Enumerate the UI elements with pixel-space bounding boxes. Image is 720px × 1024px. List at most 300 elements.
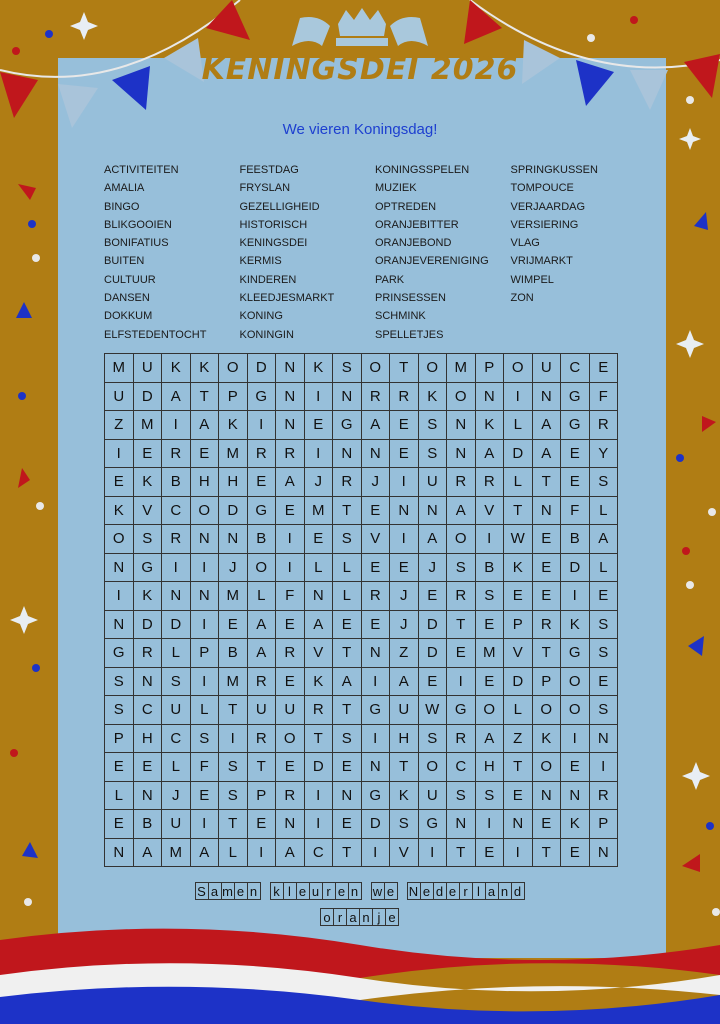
grid-cell[interactable]: T bbox=[447, 611, 476, 640]
grid-cell[interactable]: A bbox=[476, 440, 505, 469]
grid-cell[interactable]: I bbox=[590, 753, 619, 782]
grid-cell[interactable]: I bbox=[191, 554, 220, 583]
grid-cell[interactable]: T bbox=[333, 696, 362, 725]
grid-cell[interactable]: N bbox=[533, 782, 562, 811]
grid-cell[interactable]: K bbox=[419, 383, 448, 412]
grid-cell[interactable]: R bbox=[248, 440, 277, 469]
grid-cell[interactable]: L bbox=[248, 582, 277, 611]
grid-cell[interactable]: V bbox=[305, 639, 334, 668]
grid-cell[interactable]: R bbox=[390, 383, 419, 412]
grid-cell[interactable]: H bbox=[390, 725, 419, 754]
grid-cell[interactable]: A bbox=[276, 468, 305, 497]
grid-cell[interactable]: K bbox=[219, 411, 248, 440]
grid-cell[interactable]: I bbox=[362, 668, 391, 697]
grid-cell[interactable]: J bbox=[162, 782, 191, 811]
grid-cell[interactable]: E bbox=[219, 611, 248, 640]
solution-letter-box[interactable]: n bbox=[348, 882, 362, 900]
solution-letter-box[interactable]: e bbox=[384, 882, 398, 900]
grid-cell[interactable]: D bbox=[248, 354, 277, 383]
grid-cell[interactable]: E bbox=[105, 753, 134, 782]
grid-cell[interactable]: G bbox=[333, 411, 362, 440]
grid-cell[interactable]: G bbox=[561, 639, 590, 668]
grid-cell[interactable]: I bbox=[105, 440, 134, 469]
grid-cell[interactable]: E bbox=[590, 354, 619, 383]
grid-cell[interactable]: M bbox=[219, 582, 248, 611]
grid-cell[interactable]: I bbox=[561, 582, 590, 611]
grid-cell[interactable]: A bbox=[419, 525, 448, 554]
grid-cell[interactable]: E bbox=[276, 611, 305, 640]
grid-cell[interactable]: E bbox=[248, 810, 277, 839]
grid-cell[interactable]: V bbox=[476, 497, 505, 526]
grid-cell[interactable]: T bbox=[333, 639, 362, 668]
grid-cell[interactable]: E bbox=[476, 839, 505, 868]
grid-cell[interactable]: N bbox=[191, 582, 220, 611]
grid-cell[interactable]: A bbox=[333, 668, 362, 697]
solution-letter-box[interactable]: a bbox=[485, 882, 499, 900]
grid-cell[interactable]: T bbox=[533, 468, 562, 497]
grid-cell[interactable]: K bbox=[561, 810, 590, 839]
grid-cell[interactable]: T bbox=[219, 810, 248, 839]
grid-cell[interactable]: V bbox=[504, 639, 533, 668]
grid-cell[interactable]: N bbox=[362, 440, 391, 469]
grid-cell[interactable]: S bbox=[162, 668, 191, 697]
grid-cell[interactable]: I bbox=[390, 468, 419, 497]
grid-cell[interactable]: U bbox=[134, 354, 163, 383]
grid-cell[interactable]: E bbox=[276, 668, 305, 697]
grid-cell[interactable]: N bbox=[333, 440, 362, 469]
grid-cell[interactable]: T bbox=[305, 725, 334, 754]
grid-cell[interactable]: C bbox=[447, 753, 476, 782]
grid-cell[interactable]: L bbox=[590, 554, 619, 583]
grid-cell[interactable]: S bbox=[191, 725, 220, 754]
grid-cell[interactable]: E bbox=[276, 497, 305, 526]
grid-cell[interactable]: O bbox=[533, 696, 562, 725]
solution-letter-box[interactable]: r bbox=[459, 882, 473, 900]
grid-cell[interactable]: I bbox=[219, 725, 248, 754]
grid-cell[interactable]: T bbox=[533, 839, 562, 868]
grid-cell[interactable]: N bbox=[362, 639, 391, 668]
grid-cell[interactable]: K bbox=[162, 354, 191, 383]
grid-cell[interactable]: H bbox=[219, 468, 248, 497]
solution-letter-box[interactable]: o bbox=[320, 908, 334, 926]
grid-cell[interactable]: S bbox=[333, 354, 362, 383]
grid-cell[interactable]: O bbox=[561, 668, 590, 697]
grid-cell[interactable]: R bbox=[447, 725, 476, 754]
grid-cell[interactable]: T bbox=[390, 354, 419, 383]
grid-cell[interactable]: O bbox=[447, 525, 476, 554]
grid-cell[interactable]: P bbox=[219, 383, 248, 412]
solution-letter-box[interactable]: e bbox=[234, 882, 248, 900]
grid-cell[interactable]: E bbox=[561, 468, 590, 497]
grid-cell[interactable]: R bbox=[248, 725, 277, 754]
solution-letter-box[interactable]: r bbox=[333, 908, 347, 926]
grid-cell[interactable]: A bbox=[191, 411, 220, 440]
grid-cell[interactable]: T bbox=[248, 753, 277, 782]
grid-cell[interactable]: C bbox=[134, 696, 163, 725]
grid-cell[interactable]: S bbox=[333, 725, 362, 754]
grid-cell[interactable]: U bbox=[533, 354, 562, 383]
grid-cell[interactable]: R bbox=[333, 468, 362, 497]
grid-cell[interactable]: E bbox=[533, 582, 562, 611]
grid-cell[interactable]: O bbox=[219, 354, 248, 383]
grid-cell[interactable]: N bbox=[533, 383, 562, 412]
grid-cell[interactable]: B bbox=[219, 639, 248, 668]
grid-cell[interactable]: I bbox=[191, 810, 220, 839]
grid-cell[interactable]: N bbox=[219, 525, 248, 554]
grid-cell[interactable]: O bbox=[447, 383, 476, 412]
grid-cell[interactable]: D bbox=[504, 668, 533, 697]
grid-cell[interactable]: E bbox=[533, 554, 562, 583]
grid-cell[interactable]: E bbox=[105, 468, 134, 497]
grid-cell[interactable]: G bbox=[248, 383, 277, 412]
grid-cell[interactable]: L bbox=[105, 782, 134, 811]
grid-cell[interactable]: N bbox=[447, 411, 476, 440]
grid-cell[interactable]: E bbox=[305, 525, 334, 554]
grid-cell[interactable]: I bbox=[504, 383, 533, 412]
grid-cell[interactable]: R bbox=[305, 696, 334, 725]
grid-cell[interactable]: R bbox=[476, 468, 505, 497]
grid-cell[interactable]: G bbox=[105, 639, 134, 668]
grid-cell[interactable]: A bbox=[191, 839, 220, 868]
grid-cell[interactable]: S bbox=[590, 468, 619, 497]
solution-letter-box[interactable]: d bbox=[433, 882, 447, 900]
grid-cell[interactable]: S bbox=[105, 696, 134, 725]
grid-cell[interactable]: A bbox=[305, 611, 334, 640]
solution-letter-box[interactable]: n bbox=[247, 882, 261, 900]
grid-cell[interactable]: S bbox=[590, 696, 619, 725]
grid-cell[interactable]: E bbox=[476, 611, 505, 640]
grid-cell[interactable]: D bbox=[362, 810, 391, 839]
grid-cell[interactable]: N bbox=[276, 810, 305, 839]
grid-cell[interactable]: P bbox=[590, 810, 619, 839]
grid-cell[interactable]: I bbox=[305, 782, 334, 811]
grid-cell[interactable]: I bbox=[276, 554, 305, 583]
grid-cell[interactable]: K bbox=[390, 782, 419, 811]
grid-cell[interactable]: R bbox=[276, 782, 305, 811]
grid-cell[interactable]: D bbox=[134, 611, 163, 640]
grid-cell[interactable]: K bbox=[134, 582, 163, 611]
grid-cell[interactable]: A bbox=[533, 411, 562, 440]
grid-cell[interactable]: O bbox=[362, 354, 391, 383]
grid-cell[interactable]: G bbox=[362, 696, 391, 725]
grid-cell[interactable]: L bbox=[305, 554, 334, 583]
grid-cell[interactable]: S bbox=[333, 525, 362, 554]
grid-cell[interactable]: S bbox=[419, 440, 448, 469]
grid-cell[interactable]: A bbox=[248, 611, 277, 640]
grid-cell[interactable]: H bbox=[134, 725, 163, 754]
grid-cell[interactable]: I bbox=[162, 554, 191, 583]
grid-cell[interactable]: E bbox=[276, 753, 305, 782]
grid-cell[interactable]: S bbox=[419, 725, 448, 754]
grid-cell[interactable]: E bbox=[504, 782, 533, 811]
word-search-grid[interactable] bbox=[104, 353, 618, 867]
grid-cell[interactable]: H bbox=[476, 753, 505, 782]
grid-cell[interactable]: J bbox=[390, 582, 419, 611]
grid-cell[interactable]: E bbox=[191, 440, 220, 469]
grid-cell[interactable]: J bbox=[419, 554, 448, 583]
solution-letter-box[interactable]: S bbox=[195, 882, 209, 900]
grid-cell[interactable]: E bbox=[419, 668, 448, 697]
grid-cell[interactable]: O bbox=[248, 554, 277, 583]
grid-cell[interactable]: O bbox=[419, 753, 448, 782]
grid-cell[interactable]: R bbox=[248, 668, 277, 697]
solution-letter-box[interactable]: k bbox=[270, 882, 284, 900]
grid-cell[interactable]: E bbox=[191, 782, 220, 811]
grid-cell[interactable]: R bbox=[590, 782, 619, 811]
grid-cell[interactable]: M bbox=[447, 354, 476, 383]
grid-cell[interactable]: I bbox=[305, 440, 334, 469]
grid-cell[interactable]: Z bbox=[390, 639, 419, 668]
grid-cell[interactable]: E bbox=[390, 440, 419, 469]
grid-cell[interactable]: O bbox=[419, 354, 448, 383]
grid-cell[interactable]: N bbox=[333, 782, 362, 811]
grid-cell[interactable]: R bbox=[590, 411, 619, 440]
grid-cell[interactable]: E bbox=[134, 753, 163, 782]
grid-cell[interactable]: I bbox=[362, 725, 391, 754]
grid-cell[interactable]: N bbox=[362, 753, 391, 782]
grid-cell[interactable]: S bbox=[219, 753, 248, 782]
grid-cell[interactable]: P bbox=[504, 611, 533, 640]
grid-cell[interactable]: L bbox=[504, 696, 533, 725]
grid-cell[interactable]: S bbox=[219, 782, 248, 811]
grid-cell[interactable]: I bbox=[447, 668, 476, 697]
grid-cell[interactable]: K bbox=[305, 354, 334, 383]
grid-cell[interactable]: T bbox=[504, 497, 533, 526]
grid-cell[interactable]: N bbox=[276, 354, 305, 383]
grid-cell[interactable]: R bbox=[362, 582, 391, 611]
grid-cell[interactable]: U bbox=[390, 696, 419, 725]
grid-cell[interactable]: E bbox=[362, 554, 391, 583]
solution-letter-box[interactable]: j bbox=[372, 908, 386, 926]
grid-cell[interactable]: D bbox=[219, 497, 248, 526]
solution-letter-box[interactable]: w bbox=[371, 882, 385, 900]
grid-cell[interactable]: E bbox=[590, 668, 619, 697]
grid-cell[interactable]: N bbox=[447, 440, 476, 469]
grid-cell[interactable]: S bbox=[590, 611, 619, 640]
grid-cell[interactable]: K bbox=[476, 411, 505, 440]
grid-cell[interactable]: I bbox=[419, 839, 448, 868]
grid-cell[interactable]: I bbox=[305, 810, 334, 839]
grid-cell[interactable]: M bbox=[134, 411, 163, 440]
solution-letter-box[interactable]: a bbox=[346, 908, 360, 926]
grid-cell[interactable]: S bbox=[476, 582, 505, 611]
grid-cell[interactable]: F bbox=[191, 753, 220, 782]
grid-cell[interactable]: T bbox=[333, 497, 362, 526]
grid-cell[interactable]: V bbox=[362, 525, 391, 554]
grid-cell[interactable]: M bbox=[476, 639, 505, 668]
grid-cell[interactable]: E bbox=[561, 440, 590, 469]
grid-cell[interactable]: L bbox=[333, 554, 362, 583]
solution-letter-box[interactable]: e bbox=[446, 882, 460, 900]
grid-cell[interactable]: M bbox=[105, 354, 134, 383]
grid-cell[interactable]: J bbox=[305, 468, 334, 497]
grid-cell[interactable]: A bbox=[276, 839, 305, 868]
grid-cell[interactable]: K bbox=[105, 497, 134, 526]
grid-cell[interactable]: E bbox=[561, 753, 590, 782]
grid-cell[interactable]: N bbox=[105, 611, 134, 640]
grid-cell[interactable]: E bbox=[590, 582, 619, 611]
solution-letter-box[interactable]: r bbox=[322, 882, 336, 900]
grid-cell[interactable]: R bbox=[162, 440, 191, 469]
solution-letter-box[interactable]: e bbox=[420, 882, 434, 900]
grid-cell[interactable]: U bbox=[248, 696, 277, 725]
grid-cell[interactable]: E bbox=[504, 582, 533, 611]
grid-cell[interactable]: N bbox=[476, 383, 505, 412]
grid-cell[interactable]: K bbox=[561, 611, 590, 640]
solution-letter-box[interactable]: l bbox=[472, 882, 486, 900]
grid-cell[interactable]: B bbox=[561, 525, 590, 554]
grid-cell[interactable]: C bbox=[162, 497, 191, 526]
grid-cell[interactable]: A bbox=[590, 525, 619, 554]
grid-cell[interactable]: Z bbox=[105, 411, 134, 440]
grid-cell[interactable]: A bbox=[533, 440, 562, 469]
grid-cell[interactable]: J bbox=[219, 554, 248, 583]
grid-cell[interactable]: O bbox=[504, 354, 533, 383]
grid-cell[interactable]: M bbox=[162, 839, 191, 868]
grid-cell[interactable]: T bbox=[447, 839, 476, 868]
grid-cell[interactable]: S bbox=[105, 668, 134, 697]
grid-cell[interactable]: N bbox=[333, 383, 362, 412]
grid-cell[interactable]: C bbox=[162, 725, 191, 754]
grid-cell[interactable]: A bbox=[476, 725, 505, 754]
solution-letter-box[interactable]: m bbox=[222, 883, 233, 899]
grid-cell[interactable]: I bbox=[561, 725, 590, 754]
solution-letter-box[interactable]: n bbox=[498, 882, 512, 900]
grid-cell[interactable]: E bbox=[362, 611, 391, 640]
grid-cell[interactable]: I bbox=[305, 383, 334, 412]
grid-cell[interactable]: S bbox=[590, 639, 619, 668]
grid-cell[interactable]: E bbox=[390, 411, 419, 440]
grid-cell[interactable]: L bbox=[162, 639, 191, 668]
grid-cell[interactable]: B bbox=[162, 468, 191, 497]
grid-cell[interactable]: B bbox=[476, 554, 505, 583]
grid-cell[interactable]: D bbox=[162, 611, 191, 640]
grid-cell[interactable]: N bbox=[447, 810, 476, 839]
grid-cell[interactable]: T bbox=[390, 753, 419, 782]
grid-cell[interactable]: K bbox=[533, 725, 562, 754]
solution-letter-box[interactable]: e bbox=[385, 908, 399, 926]
grid-cell[interactable]: L bbox=[504, 411, 533, 440]
grid-cell[interactable]: G bbox=[362, 782, 391, 811]
grid-cell[interactable]: N bbox=[305, 582, 334, 611]
grid-cell[interactable]: E bbox=[476, 668, 505, 697]
grid-cell[interactable]: I bbox=[248, 411, 277, 440]
grid-cell[interactable]: I bbox=[191, 611, 220, 640]
grid-cell[interactable]: N bbox=[390, 497, 419, 526]
grid-cell[interactable]: S bbox=[134, 525, 163, 554]
grid-cell[interactable]: G bbox=[134, 554, 163, 583]
grid-cell[interactable]: N bbox=[276, 411, 305, 440]
grid-cell[interactable]: B bbox=[248, 525, 277, 554]
grid-cell[interactable]: K bbox=[191, 354, 220, 383]
solution-letter-box[interactable]: l bbox=[283, 882, 297, 900]
grid-cell[interactable]: E bbox=[561, 839, 590, 868]
grid-cell[interactable]: V bbox=[134, 497, 163, 526]
grid-cell[interactable]: F bbox=[561, 497, 590, 526]
grid-cell[interactable]: M bbox=[219, 440, 248, 469]
grid-cell[interactable]: R bbox=[276, 639, 305, 668]
grid-cell[interactable]: O bbox=[561, 696, 590, 725]
grid-cell[interactable]: O bbox=[276, 725, 305, 754]
grid-cell[interactable]: N bbox=[134, 668, 163, 697]
grid-cell[interactable]: R bbox=[533, 611, 562, 640]
grid-cell[interactable]: D bbox=[419, 611, 448, 640]
grid-cell[interactable]: L bbox=[219, 839, 248, 868]
grid-cell[interactable]: Z bbox=[504, 725, 533, 754]
grid-cell[interactable]: I bbox=[248, 839, 277, 868]
grid-cell[interactable]: N bbox=[162, 582, 191, 611]
grid-cell[interactable]: Y bbox=[590, 440, 619, 469]
grid-cell[interactable]: L bbox=[504, 468, 533, 497]
grid-cell[interactable]: E bbox=[533, 810, 562, 839]
grid-cell[interactable]: S bbox=[419, 411, 448, 440]
solution-letter-box[interactable]: d bbox=[511, 882, 525, 900]
grid-cell[interactable]: U bbox=[419, 782, 448, 811]
grid-cell[interactable]: I bbox=[362, 839, 391, 868]
grid-cell[interactable]: W bbox=[419, 696, 448, 725]
grid-cell[interactable]: A bbox=[447, 497, 476, 526]
grid-cell[interactable]: G bbox=[561, 383, 590, 412]
grid-cell[interactable]: I bbox=[476, 525, 505, 554]
grid-cell[interactable]: E bbox=[447, 639, 476, 668]
grid-cell[interactable]: L bbox=[590, 497, 619, 526]
grid-cell[interactable]: G bbox=[561, 411, 590, 440]
grid-cell[interactable]: O bbox=[533, 753, 562, 782]
grid-cell[interactable]: O bbox=[105, 525, 134, 554]
grid-cell[interactable]: T bbox=[219, 696, 248, 725]
solution-letter-box[interactable]: u bbox=[309, 882, 323, 900]
grid-cell[interactable]: E bbox=[333, 753, 362, 782]
grid-cell[interactable]: D bbox=[419, 639, 448, 668]
grid-cell[interactable]: T bbox=[504, 753, 533, 782]
grid-cell[interactable]: N bbox=[590, 725, 619, 754]
grid-cell[interactable]: R bbox=[362, 383, 391, 412]
grid-cell[interactable]: A bbox=[362, 411, 391, 440]
grid-cell[interactable]: C bbox=[305, 839, 334, 868]
solution-letter-box[interactable]: e bbox=[296, 882, 310, 900]
grid-cell[interactable]: P bbox=[191, 639, 220, 668]
grid-cell[interactable]: P bbox=[533, 668, 562, 697]
solution-letter-box[interactable]: e bbox=[335, 882, 349, 900]
grid-cell[interactable]: T bbox=[191, 383, 220, 412]
grid-cell[interactable]: E bbox=[333, 611, 362, 640]
grid-cell[interactable]: R bbox=[447, 468, 476, 497]
grid-cell[interactable]: P bbox=[248, 782, 277, 811]
grid-cell[interactable]: F bbox=[276, 582, 305, 611]
grid-cell[interactable]: P bbox=[476, 354, 505, 383]
grid-cell[interactable]: G bbox=[248, 497, 277, 526]
grid-cell[interactable]: G bbox=[419, 810, 448, 839]
grid-cell[interactable]: E bbox=[134, 440, 163, 469]
grid-cell[interactable]: M bbox=[305, 497, 334, 526]
grid-cell[interactable]: N bbox=[504, 810, 533, 839]
grid-cell[interactable]: K bbox=[305, 668, 334, 697]
grid-cell[interactable]: O bbox=[476, 696, 505, 725]
solution-letter-box[interactable]: n bbox=[359, 908, 373, 926]
grid-cell[interactable]: E bbox=[305, 411, 334, 440]
grid-cell[interactable]: L bbox=[162, 753, 191, 782]
grid-cell[interactable]: L bbox=[333, 582, 362, 611]
grid-cell[interactable]: R bbox=[447, 582, 476, 611]
grid-cell[interactable]: W bbox=[504, 525, 533, 554]
grid-cell[interactable]: S bbox=[447, 782, 476, 811]
grid-cell[interactable]: A bbox=[390, 668, 419, 697]
grid-cell[interactable]: E bbox=[333, 810, 362, 839]
grid-cell[interactable]: I bbox=[504, 839, 533, 868]
grid-cell[interactable]: N bbox=[561, 782, 590, 811]
grid-cell[interactable]: N bbox=[105, 839, 134, 868]
grid-cell[interactable]: C bbox=[561, 354, 590, 383]
